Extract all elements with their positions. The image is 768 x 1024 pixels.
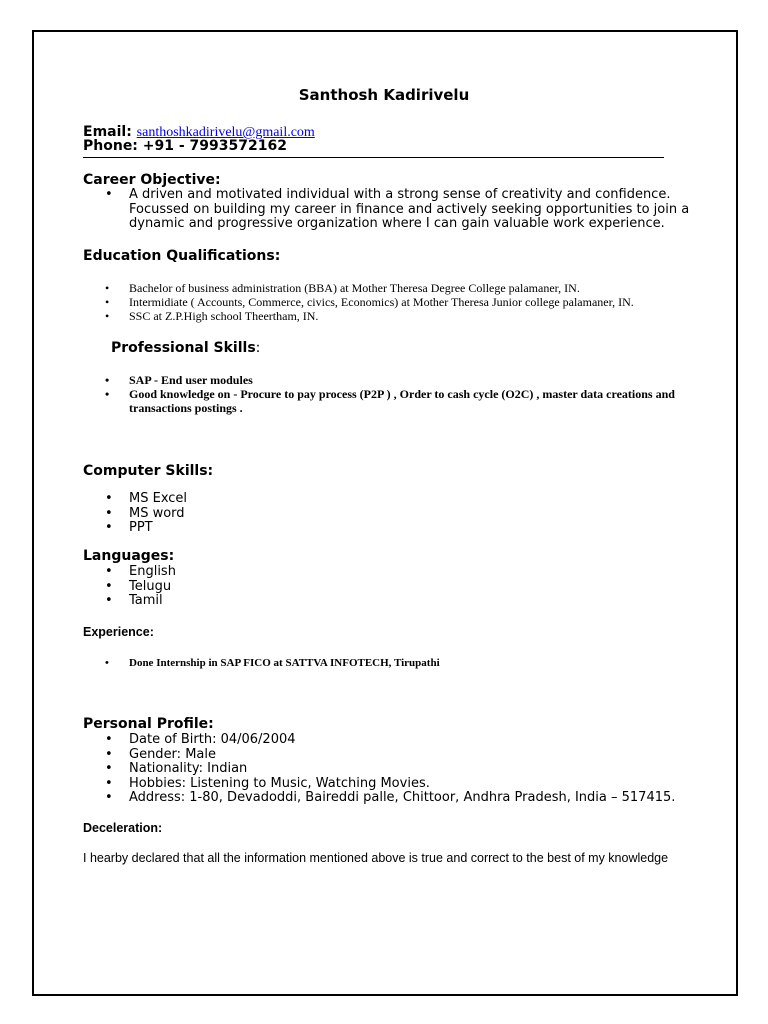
email-link[interactable]: santhoshkadirivelu@gmail.com <box>136 125 315 140</box>
computer-skills-heading: Computer Skills: <box>83 463 214 479</box>
experience-heading: Experience: <box>83 625 154 639</box>
professional-skills-list <box>83 373 728 415</box>
list-item: • Intermidiate ( Accounts, Commerce, civics, Economics) at Mother Theresa Junior college palamaner, IN. <box>83 295 723 309</box>
list-item: • Good knowledge on - Procure to pay process (P2P ) , Order to cash cycle (O2C) , master data creations and transactions postings . <box>83 387 728 415</box>
professional-skills-colon: : <box>255 340 261 356</box>
languages-heading: Languages: <box>83 548 175 564</box>
career-objective-list <box>83 188 693 232</box>
list-item: • Done Internship in SAP FICO at SATTVA INFOTECH, Tirupathi <box>83 656 683 670</box>
list-item: • SSC at Z.P.High school Theertham, IN. <box>83 309 723 323</box>
education-list <box>83 281 723 323</box>
header-divider <box>83 157 664 158</box>
list-item: • Nationality: Indian <box>83 762 723 777</box>
list-item: • SAP - End user modules <box>83 373 728 387</box>
list-item: • Gender: Male <box>83 748 723 763</box>
career-objective-heading: Career Objective: <box>83 172 221 188</box>
list-item: • Date of Birth: 04/06/2004 <box>83 733 723 748</box>
list-item: • MS word <box>83 507 383 522</box>
declaration-heading: Deceleration: <box>83 821 163 835</box>
list-item: • Address: 1-80, Devadoddi, Baireddi palle, Chittoor, Andhra Pradesh, India – 517415. <box>83 791 723 806</box>
candidate-name: Santhosh Kadirivelu <box>298 86 470 104</box>
list-item: • Tamil <box>83 594 383 609</box>
list-item: • Bachelor of business administration (BBA) at Mother Theresa Degree College palamaner, IN. <box>83 281 723 295</box>
personal-profile-list <box>83 733 723 806</box>
personal-profile-heading: Personal Profile: <box>83 716 214 732</box>
education-heading: Education Qualifications: <box>83 248 281 264</box>
professional-skills-heading-line <box>111 340 260 356</box>
professional-skills-heading: Professional Skills <box>111 340 256 356</box>
email-label: Email: <box>83 124 137 140</box>
declaration-text: I hearby declared that all the information mentioned above is true and correct to the best of my knowledge <box>83 851 669 865</box>
experience-list <box>83 656 683 670</box>
phone-line: Phone: +91 - 7993572162 <box>83 138 287 154</box>
list-item: • A driven and motivated individual with a strong sense of creativity and confidence. Focussed on building my career in finance and actively seeking opportunities to join a dynamic and progressive organization where I can gain valuable work experience. <box>83 188 693 232</box>
languages-list <box>83 565 383 609</box>
list-item: • English <box>83 565 383 580</box>
list-item: • Hobbies: Listening to Music, Watching Movies. <box>83 777 723 792</box>
computer-skills-list <box>83 492 383 536</box>
list-item: • Telugu <box>83 580 383 595</box>
list-item: • MS Excel <box>83 492 383 507</box>
list-item: • PPT <box>83 521 383 536</box>
